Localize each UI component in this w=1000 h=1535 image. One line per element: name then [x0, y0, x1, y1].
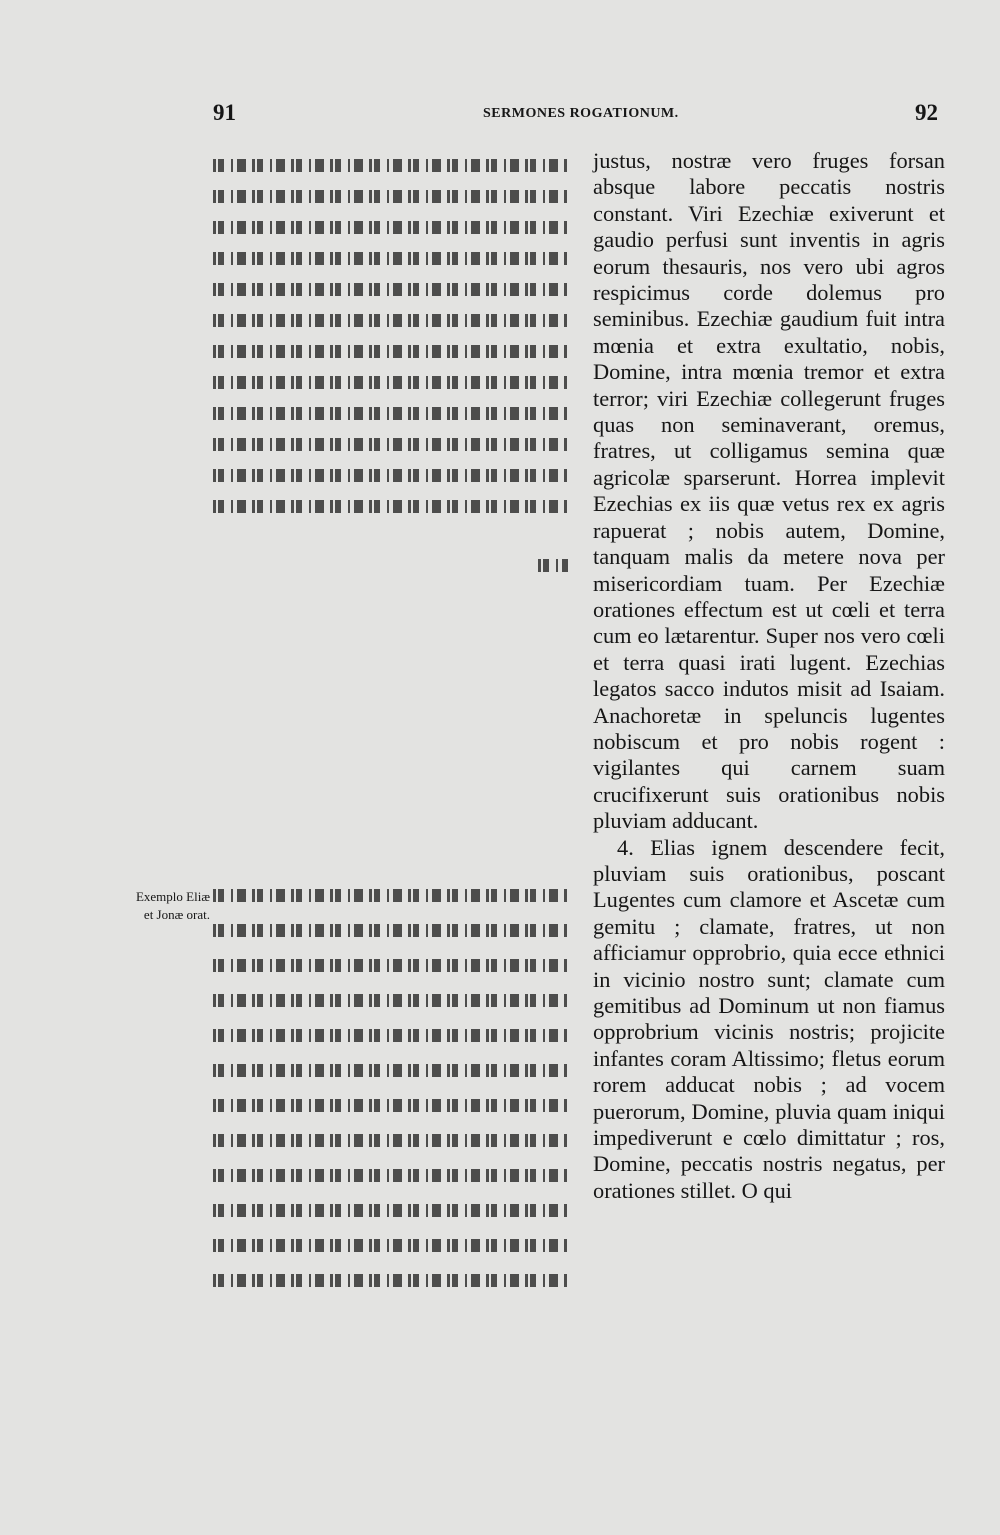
syriac-line [213, 429, 568, 459]
syriac-line [213, 1160, 568, 1190]
syriac-line [213, 1020, 568, 1050]
syriac-line [213, 1125, 568, 1155]
page-number-right: 92 [915, 100, 938, 125]
syriac-line [213, 1055, 568, 1085]
page-number-left: 91 [213, 100, 236, 125]
syriac-text-column [213, 150, 568, 1300]
syriac-line [213, 274, 568, 304]
latin-paragraph: 4. Elias ignem descendere fecit, pluviam suis orationibus, poscant Lugentes cum clamore et Ascetæ cum gemitu ; clamate, fratres, ut non afficiamur opprobrio, quia ecce ethnici in vicinio nostro sunt; clamate cum gemitibus ad Dominum ut non fiamus opprobrium vicinis nostris; projicite infantes coram Altissimo; fletus eorum rorem adducat nobis ; ad vocem puerorum, Domine, pluvia quam iniqui impediverunt e cœlo dimittatur ; ros, Domine, peccatis nostris negatus, per orationes stillet. O qui [593, 834, 945, 1203]
latin-text-column [593, 148, 945, 1204]
syriac-line [213, 915, 568, 945]
running-title: SERMONES ROGATIONUM. [483, 106, 679, 121]
syriac-line [213, 1195, 568, 1225]
syriac-line [213, 1090, 568, 1120]
syriac-line [213, 305, 568, 335]
syriac-line [213, 181, 568, 211]
syriac-line [213, 985, 568, 1015]
syriac-line [213, 398, 568, 428]
syriac-line [213, 460, 568, 490]
syriac-line [213, 950, 568, 980]
syriac-line [213, 1265, 568, 1295]
syriac-line [538, 550, 568, 580]
running-head [0, 100, 1000, 130]
syriac-line [213, 212, 568, 242]
syriac-line [213, 336, 568, 366]
latin-paragraph: justus, nostræ vero fruges forsan absque labore peccatis nostris constant. Viri Ezechiæ exiverunt et gaudio perfusi sunt inventis in agris eorum thesauris, nos vero ubi agros respicimus corde dolemus pro seminibus. Ezechiæ gaudium fuit intra mœnia et extra exultatio, nobis, Domine, intra mœnia tremor et extra terror; viri Ezechiæ collegerunt fruges quas non seminaverant, oremus, fratres, ut colligamus semina quæ agricolæ sparserunt. Horrea implevit Ezechias ex iis quæ vetus rex ex agris rapuerat ; nobis autem, Domine, tanquam malis da metere nova per misericordiam tuam. Per Ezechiæ orationes effectum est ut cœli et terra cum eo lætarentur. Super nos vero cœli et terra quasi irati lugent. Ezechias legatos sacco indutos misit ad Isaiam. Anachoretæ in speluncis lugentes nobiscum et pro nobis rogent : vigilantes qui carnem suam crucifixerunt suis orationibus nobis pluviam adducant. [593, 148, 945, 834]
margin-note: Exemplo Eliæ et Jonæ orat. [135, 889, 210, 922]
syriac-line [213, 880, 568, 910]
syriac-line [213, 1230, 568, 1260]
syriac-line [213, 150, 568, 180]
syriac-line [213, 367, 568, 397]
syriac-line [213, 243, 568, 273]
syriac-line [213, 491, 568, 521]
